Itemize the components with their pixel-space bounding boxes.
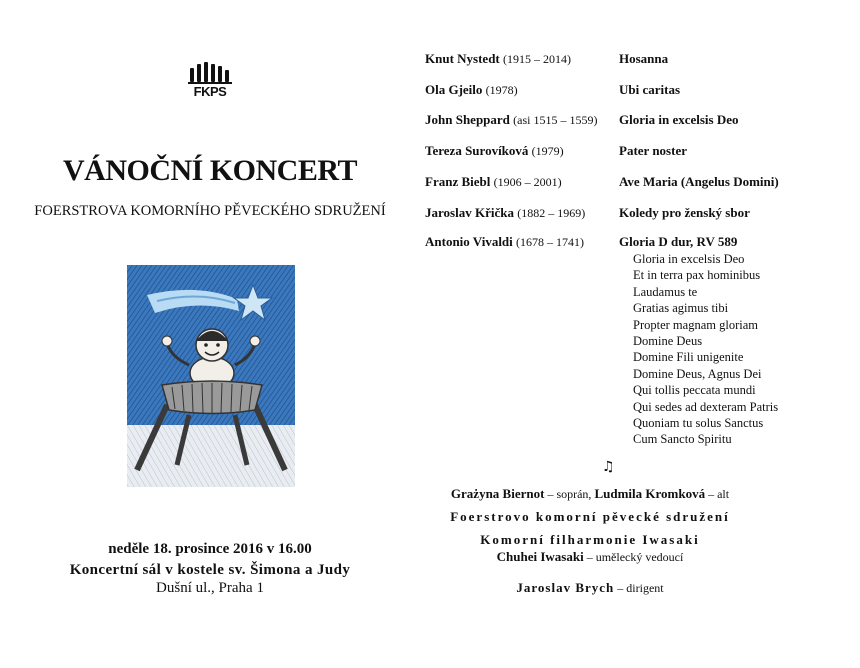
movement-item: Et in terra pax hominibus [633,268,761,283]
program-row [425,82,845,100]
conductor-name: Jaroslav Brych [516,580,615,595]
logo-text: FKPS [193,84,227,99]
illustration-svg [127,265,295,487]
alto-name: Ludmila Kromková [594,486,706,501]
alto-role: – alt [705,487,730,501]
music-note-icon: ♫ [602,459,615,475]
movement-item: Propter magnam gloriam [633,317,758,332]
artistic-leader-role: – umělecký vedoucí [583,550,684,564]
program-work: Koledy pro ženský sbor [619,205,750,220]
program-work: Gloria in excelsis Deo [619,112,739,127]
program-composer: John Sheppard (asi 1515 – 1559) [425,112,598,127]
event-venue: Koncertní sál v kostele sv. Šimona a Judy [69,562,351,578]
program-work: Gloria D dur, RV 589 [619,234,738,249]
program-work: Pater noster [619,143,687,158]
program-row [425,205,845,223]
movement-item: Qui sedes ad dexteram Patris [633,399,779,414]
movement-item: Gloria in excelsis Deo [633,252,745,266]
program-composer: Jaroslav Křička (1882 – 1969) [425,205,586,220]
program-composer: Knut Nystedt (1915 – 2014) [425,51,572,66]
movement-item: Domine Fili unigenite [633,350,744,365]
gloria-movements-list [633,251,778,448]
child-star-illustration [127,265,295,487]
soprano-role: – soprán, [544,487,595,501]
artistic-leader-line [440,549,740,565]
soprano-name: Grażyna Biernot [450,486,545,501]
program-row [425,174,845,192]
choir-name: Foerstrovo komorní pěvecké sdružení [450,509,730,524]
program-work: Hosanna [619,51,669,66]
soloists-line [440,486,740,502]
event-date: neděle 18. prosince 2016 v 16.00 [108,541,312,557]
program-composer: Antonio Vivaldi (1678 – 1741) [425,234,585,249]
movement-item: Qui tollis peccata mundi [633,383,756,398]
conductor-line [440,580,740,596]
program-row [425,234,845,252]
concert-title: VÁNOČNÍ KONCERT [63,154,357,187]
movement-item: Gratias agimus tibi [633,301,729,316]
movement-item: Domine Deus, Agnus Dei [633,366,762,381]
logo-bars-icon [190,60,230,82]
program-row [425,51,845,69]
program-composer: Ola Gjeilo (1978) [425,82,518,97]
program-work: Ubi caritas [619,82,681,97]
concert-subtitle: FOERSTROVA KOMORNÍHO PĚVECKÉHO SDRUŽENÍ [34,203,386,219]
movement-item: Cum Sancto Spiritu [633,432,732,447]
conductor-role: – dirigent [614,581,664,595]
movement-item: Quoniam tu solus Sanctus [633,416,764,431]
program-composer: Franz Biebl (1906 – 2001) [425,174,562,189]
orchestra-name: Komorní filharmonie Iwasaki [480,532,700,547]
program-row [425,143,845,161]
program-composer: Tereza Surovíková (1979) [425,143,564,158]
fkps-logo [188,60,232,102]
program-row [425,112,845,130]
program-work: Ave Maria (Angelus Domini) [619,174,779,189]
movement-item: Domine Deus [633,334,703,349]
movement-item: Laudamus te [633,284,698,299]
event-address: Dušní ul., Praha 1 [156,580,264,596]
artistic-leader-name: Chuhei Iwasaki [496,549,584,564]
